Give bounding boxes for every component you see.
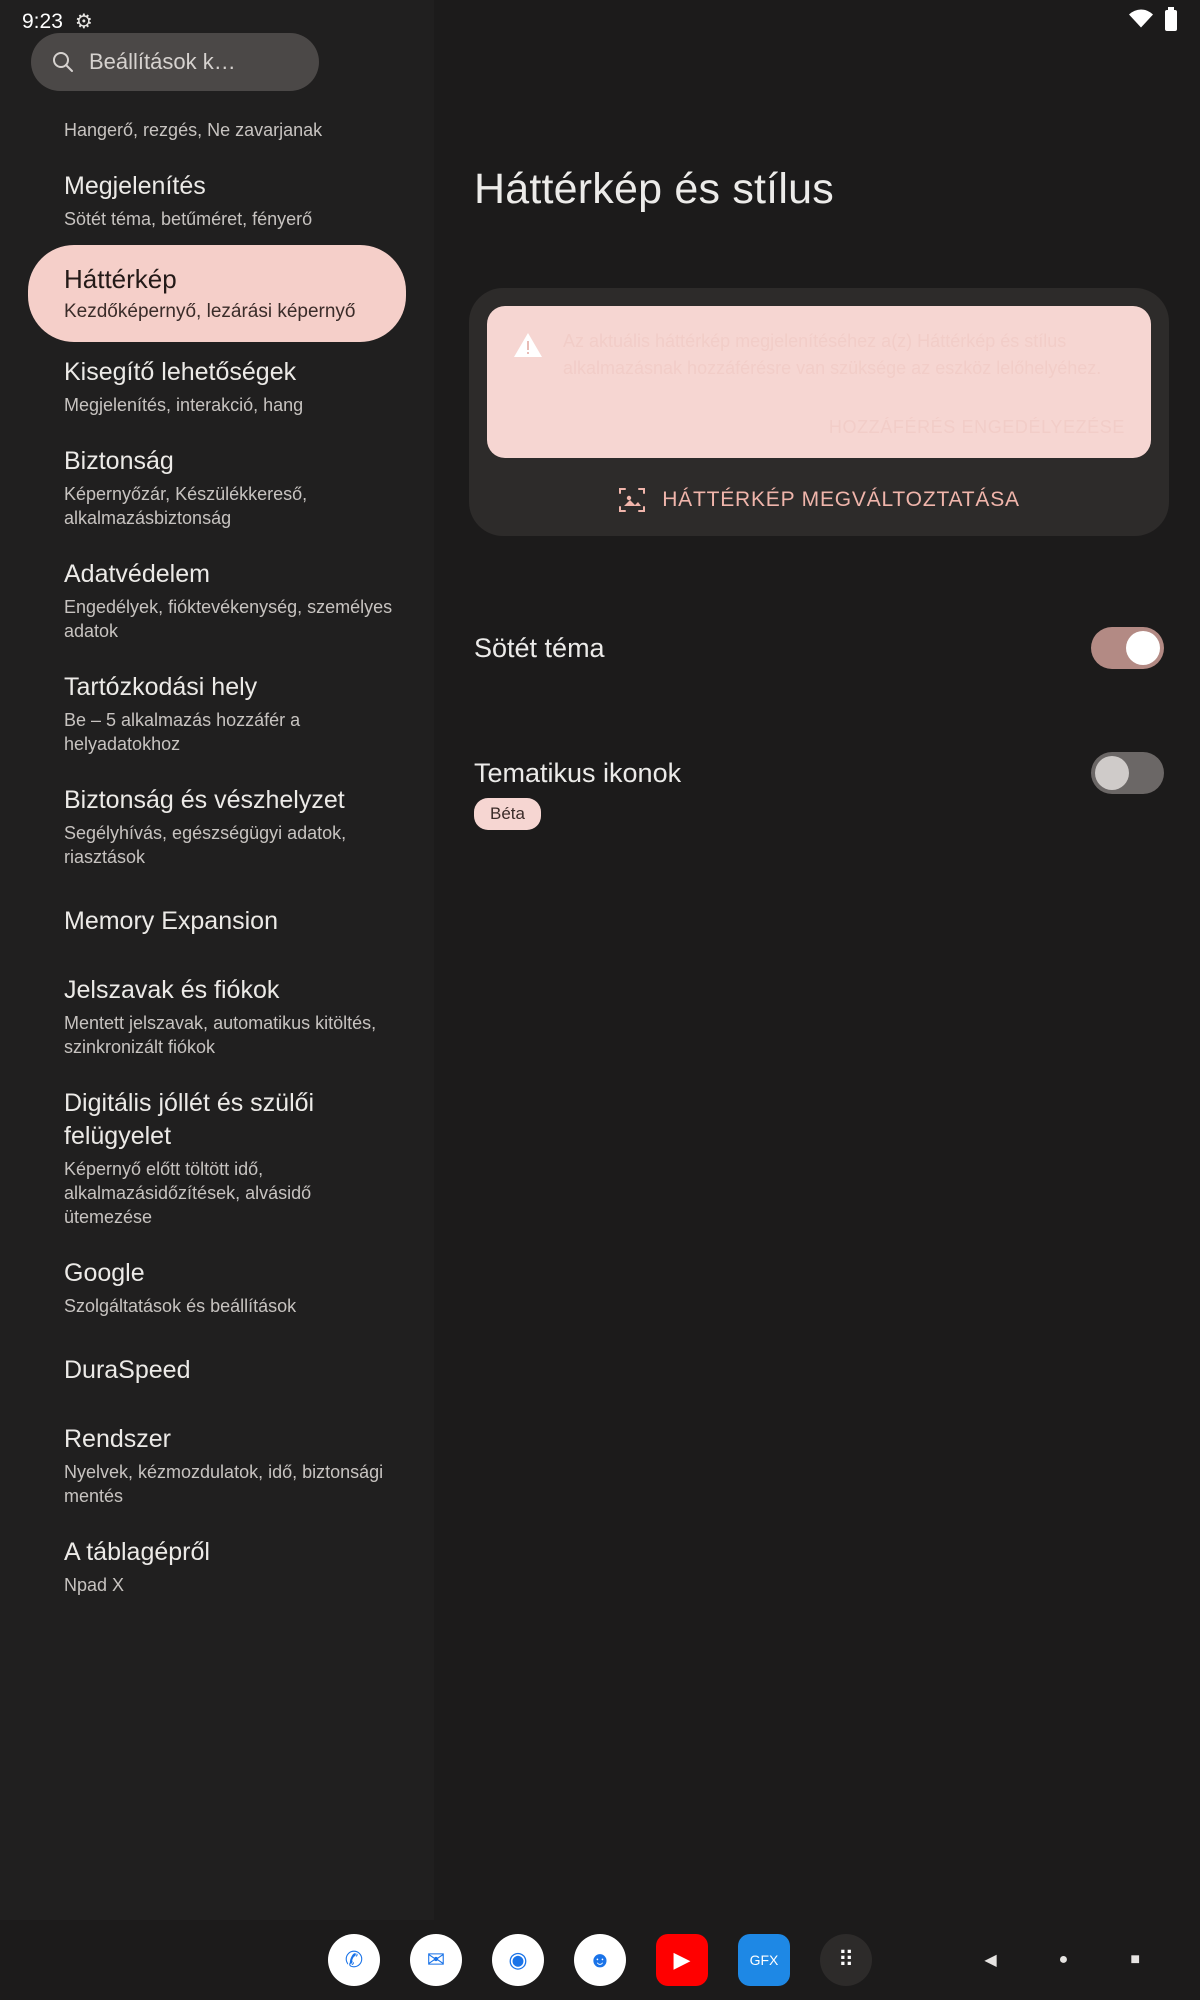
sidebar-item-subtitle: Mentett jelszavak, automatikus kitöltés, szinkronizált fiókok xyxy=(64,1013,377,1057)
messages-app-icon[interactable]: ✉ xyxy=(410,1934,462,1986)
sidebar-item-title: Google xyxy=(64,1259,145,1287)
image-icon xyxy=(618,486,646,514)
status-bar-left xyxy=(22,10,93,34)
sidebar-item-subtitle: Sötét téma, betűméret, fényerő xyxy=(64,209,313,229)
status-bar-right xyxy=(1128,7,1178,37)
status-bar xyxy=(0,0,1200,44)
sidebar-item-biztonsag-es-veszhelyzet[interactable] xyxy=(0,770,434,883)
sidebar-item-kisegito-lehetosegek[interactable] xyxy=(0,342,434,431)
status-time: 9:23 xyxy=(22,10,63,33)
gfx-app-icon[interactable]: GFX xyxy=(738,1934,790,1986)
permission-warning-text: Az aktuális háttérkép megjelenítéséhez a(z) Háttérkép és stílus alkalmazásnak hozzáférésre van szüksége az eszköz lelőhelyéhez. xyxy=(563,331,1102,378)
sidebar-item-subtitle: Megjelenítés, interakció, hang xyxy=(64,395,304,415)
dark-theme-row[interactable] xyxy=(474,627,1164,669)
contacts-app-icon[interactable]: ☻ xyxy=(574,1934,626,1986)
sidebar-item-subtitle: Segélyhívás, egészségügyi adatok, riasztások xyxy=(64,823,347,867)
chrome-app-icon[interactable]: ◉ xyxy=(492,1934,544,1986)
sidebar-item-tartozkodasi-hely[interactable] xyxy=(0,657,434,770)
sidebar-item-subtitle: Képernyő előtt töltött idő, alkalmazásidőzítések, alvásidő ütemezése xyxy=(64,1159,312,1227)
toggle-knob xyxy=(1095,756,1129,790)
sidebar-item-jelszavak-es-fiokok[interactable] xyxy=(0,960,434,1073)
sidebar-item-memory-expansion[interactable] xyxy=(0,883,434,960)
sidebar-item-subtitle: Engedélyek, fióktevékenység, személyes adatok xyxy=(64,597,393,641)
phone-app-icon[interactable]: ✆ xyxy=(328,1934,380,1986)
themed-icons-toggle[interactable] xyxy=(1091,752,1164,794)
sidebar-item-title: Kisegítő lehetőségek xyxy=(64,358,297,386)
sidebar-nav-list xyxy=(0,104,434,1611)
beta-badge: Béta xyxy=(474,798,541,830)
sidebar-item-title: Memory Expansion xyxy=(64,907,278,935)
wifi-icon xyxy=(1128,9,1154,35)
system-navigation-bar xyxy=(0,1920,1200,2000)
sidebar-item-a-tablagaprol[interactable] xyxy=(0,1522,434,1611)
wallpaper-card xyxy=(469,288,1169,536)
settings-sidebar xyxy=(0,0,434,1920)
main-pane xyxy=(434,0,1200,1920)
sidebar-item-megjelenites[interactable] xyxy=(0,156,434,245)
sidebar-item-title: Tartózkodási hely xyxy=(64,673,258,701)
toggle-knob xyxy=(1126,631,1160,665)
sidebar-item-rendszer[interactable] xyxy=(0,1409,434,1522)
change-wallpaper-label: HÁTTÉRKÉP MEGVÁLTOZTATÁSA xyxy=(662,488,1020,511)
sidebar-item-google[interactable] xyxy=(0,1243,434,1332)
sidebar-item-subtitle: Képernyőzár, Készülékkereső, alkalmazásbiztonság xyxy=(64,484,308,528)
sidebar-item-biztonsag[interactable] xyxy=(0,431,434,544)
dark-theme-label: Sötét téma xyxy=(474,632,605,663)
change-wallpaper-button[interactable] xyxy=(487,486,1151,514)
page-title: Háttérkép és stílus xyxy=(474,165,834,213)
sidebar-item-duraspeed[interactable] xyxy=(0,1332,434,1409)
sidebar-item-title: A táblagépről xyxy=(64,1538,210,1566)
battery-icon xyxy=(1164,7,1178,37)
sidebar-item-title: Megjelenítés xyxy=(64,172,206,200)
sidebar-item-subtitle: Nyelvek, kézmozdulatok, idő, biztonsági mentés xyxy=(64,1462,384,1506)
sidebar-item-sound[interactable] xyxy=(0,104,434,156)
sidebar-item-title: DuraSpeed xyxy=(64,1356,191,1384)
recents-button[interactable]: ■ xyxy=(1130,1951,1140,1968)
back-button[interactable]: ◀ xyxy=(984,1952,997,1969)
sidebar-item-title: Digitális jóllét és szülői felügyelet xyxy=(64,1089,315,1150)
themed-icons-label: Tematikus ikonok xyxy=(474,757,682,788)
gear-icon: ⚙ xyxy=(74,11,93,33)
sidebar-item-title: Adatvédelem xyxy=(64,560,210,588)
grant-access-button[interactable]: HOZZÁFÉRÉS ENGEDÉLYEZÉSE xyxy=(828,417,1125,437)
search-icon xyxy=(51,50,75,74)
app-dock xyxy=(328,1934,872,1986)
search-placeholder: Beállítások k… xyxy=(89,49,236,74)
sidebar-item-title: Biztonság xyxy=(64,447,174,475)
system-buttons xyxy=(984,1950,1140,1970)
permission-warning xyxy=(487,306,1151,458)
sidebar-item-subtitle: Szolgáltatások és beállítások xyxy=(64,1296,297,1316)
sidebar-item-hatterkep[interactable] xyxy=(28,245,406,342)
app-drawer-icon[interactable]: ⠿ xyxy=(820,1934,872,1986)
dark-theme-toggle[interactable] xyxy=(1091,627,1164,669)
themed-icons-row[interactable] xyxy=(474,752,1164,794)
sidebar-item-subtitle: Npad X xyxy=(64,1575,125,1595)
sidebar-item-subtitle: Kezdőképernyő, lezárási képernyő xyxy=(64,301,356,322)
sidebar-item-subtitle: Hangerő, rezgés, Ne zavarjanak xyxy=(64,120,323,140)
sidebar-item-subtitle: Be – 5 alkalmazás hozzáfér a helyadatokhoz xyxy=(64,710,301,754)
sidebar-item-title: Háttérkép xyxy=(64,264,177,294)
sidebar-item-title: Jelszavak és fiókok xyxy=(64,976,280,1004)
home-button[interactable]: ● xyxy=(1058,1951,1069,1968)
sidebar-item-adatvedelem[interactable] xyxy=(0,544,434,657)
sidebar-item-title: Rendszer xyxy=(64,1425,171,1453)
youtube-app-icon[interactable]: ▶ xyxy=(656,1934,708,1986)
warning-icon xyxy=(513,330,543,360)
sidebar-item-title: Biztonság és vészhelyzet xyxy=(64,786,345,814)
sidebar-item-digitalis-jollet[interactable] xyxy=(0,1073,434,1243)
